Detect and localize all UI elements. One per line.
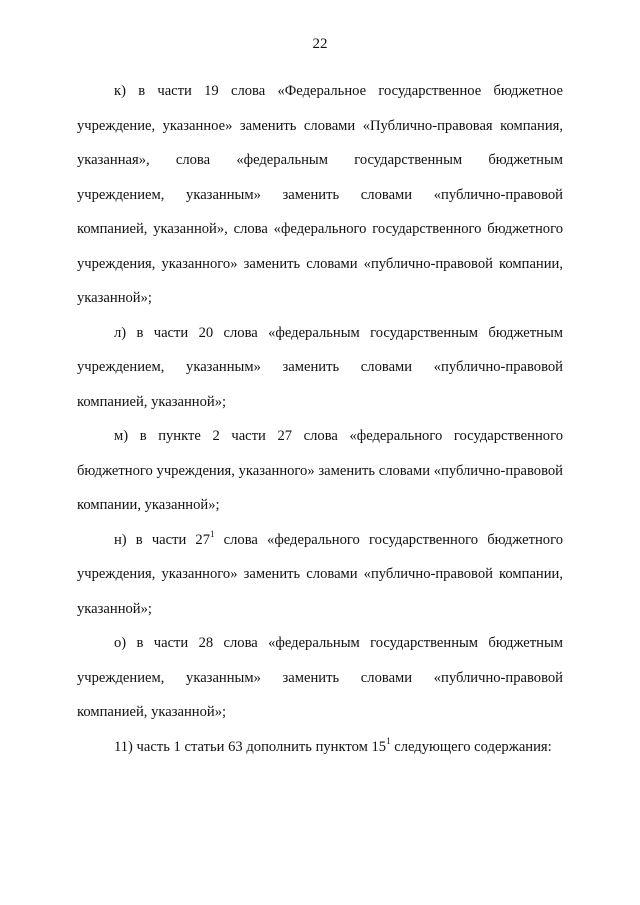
paragraph-11-before: 11) часть 1 статьи 63 дополнить пунктом 15 [114, 738, 387, 755]
page-number: 22 [312, 36, 328, 52]
paragraph-n-after: слова «федерального государственного бюджетного учреждения, указанного» заменить словами «публично-правовой компании, указанной»; [77, 531, 563, 617]
paragraph-11-after: следующего содержания: [390, 738, 552, 755]
paragraph-11-superscript: 1 [386, 735, 391, 746]
paragraph-l: л) в части 20 слова «федеральным государственным бюджетным учреждением, указанным» заменить словами «публично-правовой компанией, указанной»; [77, 324, 563, 410]
paragraph-o: о) в части 28 слова «федеральным государственным бюджетным учреждением, указанным» заменить словами «публично-правовой компанией, указанной»; [77, 635, 563, 720]
paragraph-k: к) в части 19 слова «Федеральное государственное бюджетное учреждение, указанное» заменить словами «Публично-правовая компания, указанная», слова «федеральным государственным бюджетным учреждением, указанным» заменить словами «публично-правовой компанией, указанной», слова «федерального государственного бюджетного учреждения, указанного» заменить словами «публично-правовой компании, указанной»; [77, 83, 563, 306]
paragraph-m: м) в пункте 2 части 27 слова «федерального государственного бюджетного учреждения, указанного» заменить словами «публично-правовой компании, указанной»; [77, 428, 563, 513]
paragraph-n [77, 523, 563, 627]
paragraph-11 [77, 730, 563, 765]
paragraph-n-superscript: 1 [210, 528, 215, 539]
paragraph-n-before: н) в части 27 [114, 531, 211, 548]
document-body [77, 74, 563, 764]
